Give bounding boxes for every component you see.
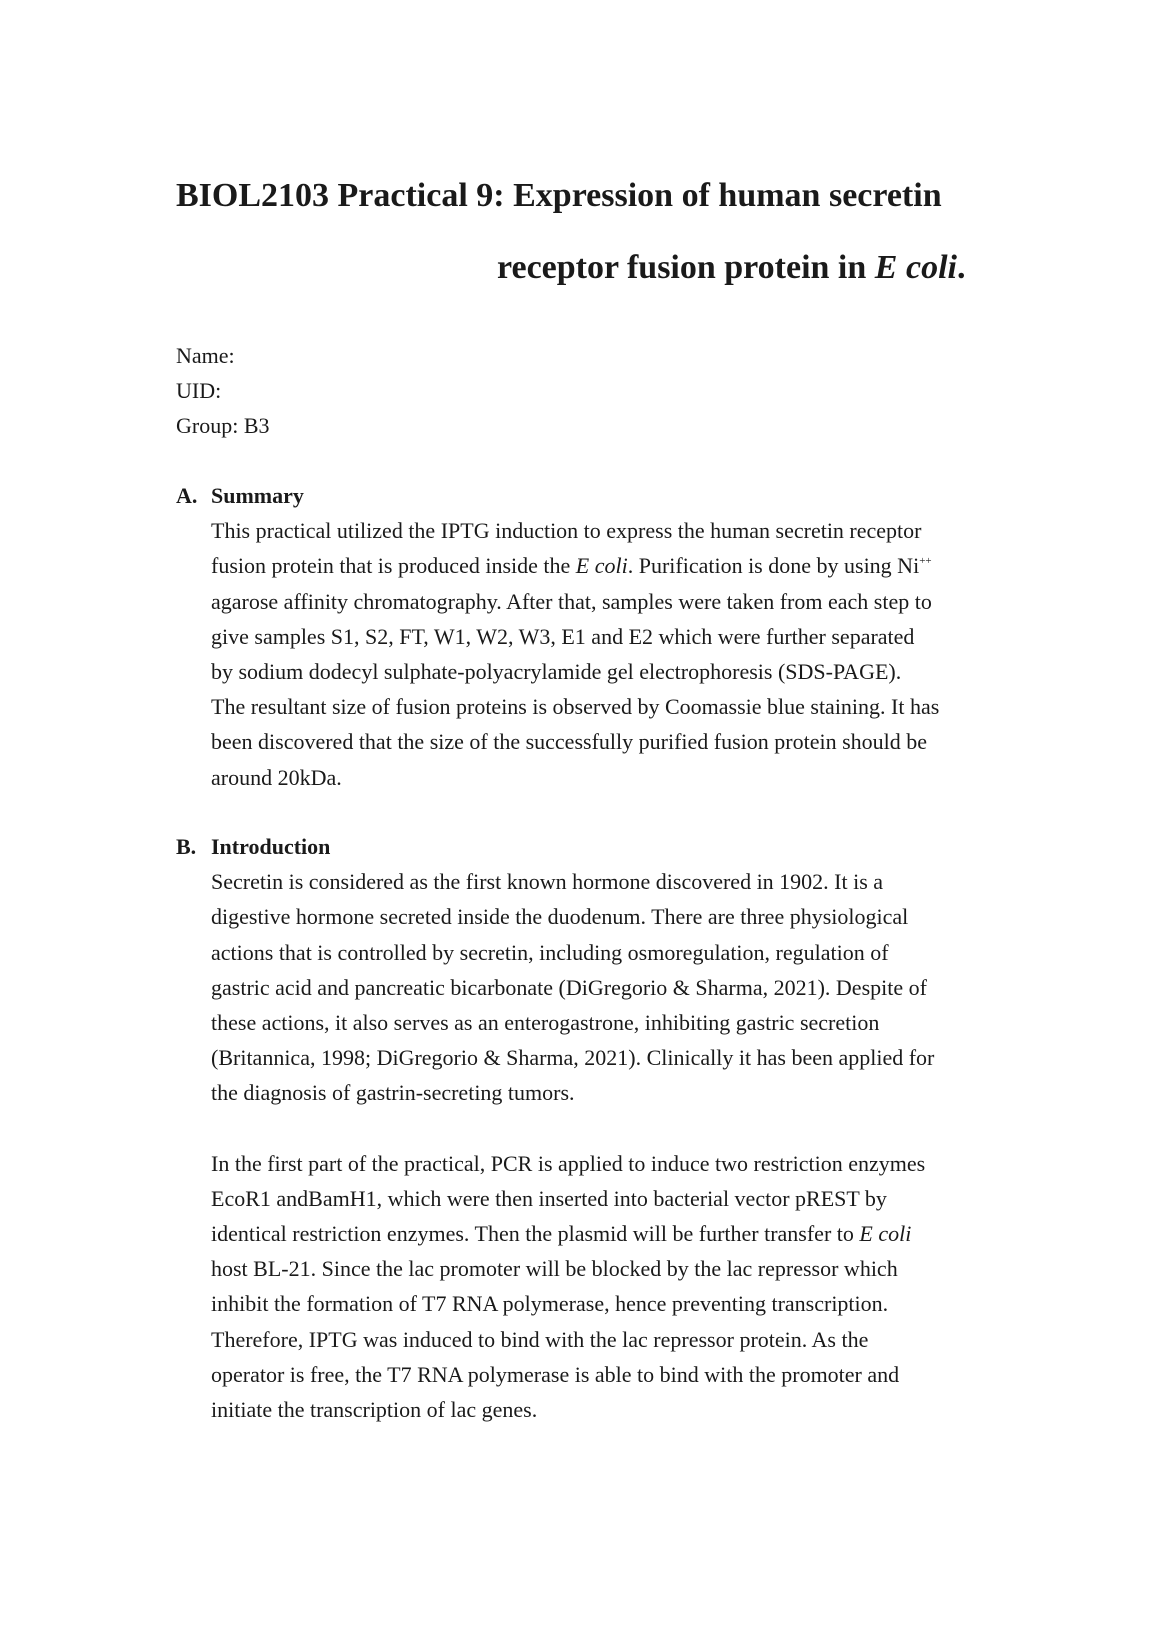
introduction-line: (Britannica, 1998; DiGregorio & Sharma, 2021). Clinically it has been applied for: [211, 1045, 935, 1071]
introduction-heading-text: Introduction: [211, 834, 331, 859]
group-field-label: Group: B3: [176, 413, 270, 438]
document-title-line-2: [497, 248, 965, 288]
title-line2-prefix: receptor fusion protein in: [497, 249, 875, 286]
summary-heading-letter: A.: [176, 483, 198, 508]
student-info-block: [176, 338, 270, 443]
introduction-line: inhibit the formation of T7 RNA polymerase, hence preventing transcription.: [211, 1291, 889, 1317]
summary-line-text: fusion protein that is produced inside the: [211, 553, 576, 579]
document-title-line-1: BIOL2103 Practical 9: Expression of human secretin: [176, 177, 942, 214]
paragraph-spacer: [176, 1111, 1006, 1146]
introduction-line: In the first part of the practical, PCR is applied to induce two restriction enzymes: [211, 1150, 926, 1176]
introduction-line: host BL-21. Since the lac promoter will be blocked by the lac repressor which: [211, 1256, 898, 1282]
summary-section: [176, 478, 1006, 795]
summary-line: agarose affinity chromatography. After that, samples were taken from each step to: [211, 588, 932, 614]
introduction-line: [211, 1216, 1016, 1251]
uid-field-label: UID:: [176, 378, 222, 403]
introduction-line: Secretin is considered as the first known hormone discovered in 1902. It is a: [211, 869, 884, 895]
introduction-line: digestive hormone secreted inside the duodenum. There are three physiological: [211, 904, 909, 930]
summary-line: [211, 548, 1016, 583]
introduction-line: EcoR1 andBamH1, which were then inserted into bacterial vector pREST by: [211, 1185, 887, 1211]
summary-line: The resultant size of fusion proteins is observed by Coomassie blue staining. It has: [211, 694, 940, 720]
introduction-heading-letter: B.: [176, 834, 197, 859]
introduction-line: initiate the transcription of lac genes.: [211, 1397, 538, 1422]
introduction-heading: [176, 829, 1006, 864]
introduction-line: gastric acid and pancreatic bicarbonate (DiGregorio & Sharma, 2021). Despite of: [211, 974, 927, 1000]
summary-line-text: . Purification is done by using Ni: [627, 553, 920, 579]
introduction-line: Therefore, IPTG was induced to bind with the lac repressor protein. As the: [211, 1326, 869, 1352]
summary-line: This practical utilized the IPTG induction to express the human secretin receptor: [211, 518, 922, 544]
introduction-line: the diagnosis of gastrin-secreting tumors.: [211, 1080, 575, 1106]
name-field-label: Name:: [176, 343, 235, 368]
introduction-line-text: identical restriction enzymes. Then the plasmid will be further transfer to: [211, 1221, 860, 1247]
title-line2-suffix: .: [956, 249, 966, 286]
summary-organism-italic: E coli: [575, 553, 628, 579]
introduction-organism-italic: E coli: [859, 1221, 912, 1247]
introduction-line: operator is free, the T7 RNA polymerase is able to bind with the promoter and: [211, 1361, 900, 1387]
title-organism-italic: E coli: [874, 249, 957, 286]
nickel-charge-superscript: ++: [919, 555, 932, 568]
summary-heading: [176, 478, 1006, 513]
summary-line: by sodium dodecyl sulphate-polyacrylamide gel electrophoresis (SDS-PAGE).: [211, 658, 902, 684]
summary-line: give samples S1, S2, FT, W1, W2, W3, E1 and E2 which were further separated: [211, 623, 915, 649]
introduction-paragraph-1: [211, 864, 1016, 1110]
introduction-paragraph-2: [211, 1146, 1016, 1428]
summary-line: been discovered that the size of the successfully purified fusion protein should be: [211, 729, 928, 755]
introduction-line: actions that is controlled by secretin, including osmoregulation, regulation of: [211, 939, 889, 965]
summary-paragraph: [211, 513, 1016, 795]
introduction-line: these actions, it also serves as an enterogastrone, inhibiting gastric secretion: [211, 1009, 880, 1035]
summary-line: around 20kDa.: [211, 764, 342, 790]
introduction-section: [176, 829, 1006, 1427]
summary-heading-text: Summary: [211, 483, 304, 508]
